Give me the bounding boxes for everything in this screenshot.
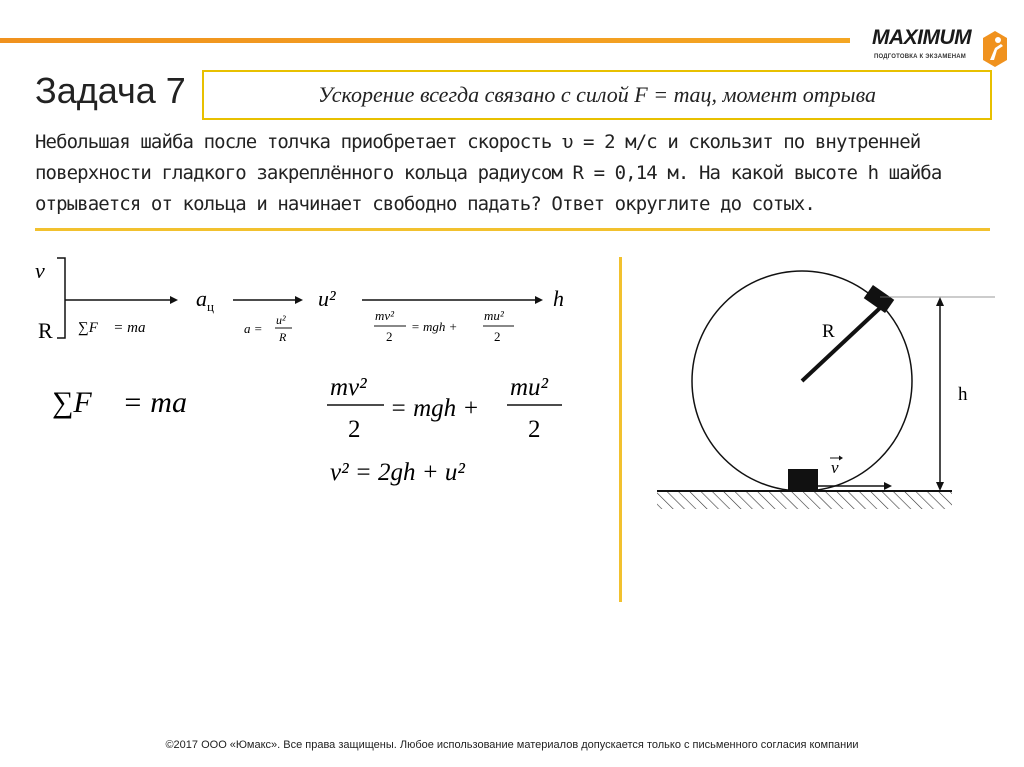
logo-tagline: ПОДГОТОВКА К ЭКЗАМЕНАМ [874, 54, 966, 60]
puck-bottom [788, 469, 818, 491]
energy-small-mid: = mgh + [411, 319, 458, 334]
logo-wordmark: MAXIMUM [872, 26, 972, 49]
a-formula: a = [244, 321, 263, 336]
big-energy-right-den: 2 [528, 416, 541, 443]
h-label: h [553, 286, 564, 311]
height-label: h [958, 384, 968, 405]
task-title: Задача 7 [35, 70, 186, 111]
big-v2-equation: v² = 2gh + u² [330, 459, 465, 486]
energy-small-left-den: 2 [386, 329, 393, 344]
given-R: R [38, 318, 53, 343]
a-formula-den: R [279, 330, 287, 344]
energy-small-right-num: mu² [484, 308, 504, 323]
energy-small-right-den: 2 [494, 329, 501, 344]
hint-box [202, 70, 992, 120]
ac-label: $a_ц$ [196, 286, 214, 314]
ground-hatch [657, 491, 952, 509]
ring-diagram [640, 250, 1020, 520]
big-newton-law: ∑F⃗ = ma⃗ [52, 386, 211, 419]
section-divider [35, 228, 990, 231]
given-v: v [35, 258, 45, 283]
copyright-footer: ©2017 ООО «Юмакс». Все права защищены. Любое использование материалов допускается только с письменного согласия компании [165, 739, 859, 751]
solution-scheme [0, 240, 600, 500]
radius-label: R [822, 321, 835, 342]
vertical-divider [619, 257, 622, 602]
radius-line [802, 308, 880, 381]
big-energy-right-num: mu² [510, 374, 549, 401]
hint-text: Ускорение всегда связано с силой F = maц, момент отрыва [318, 82, 876, 107]
top-accent-rule [0, 38, 850, 43]
problem-statement: Небольшая шайба после толчка приобретает скорость υ = 2 м/с и скользит по внутренней поверхности гладкого закреплённого кольца радиусом R = 0,14 м. На какой высоте h шайба отрывается от кольца и начинает свободно падать? Ответ округлите до сотых. [35, 131, 942, 215]
logo [872, 20, 1012, 72]
u2-label: u² [318, 286, 336, 311]
given-bracket [57, 258, 65, 338]
energy-small-left-num: mv² [375, 308, 395, 323]
velocity-label: v [831, 458, 839, 477]
a-formula-num: u² [276, 313, 286, 327]
logo-mark-icon [982, 30, 1008, 68]
big-energy-left-den: 2 [348, 416, 361, 443]
sum-force-small: ∑F⃗ = ma⃗ [78, 320, 158, 336]
big-energy-mid: = mgh + [390, 395, 480, 422]
big-energy-left-num: mv² [330, 374, 367, 401]
